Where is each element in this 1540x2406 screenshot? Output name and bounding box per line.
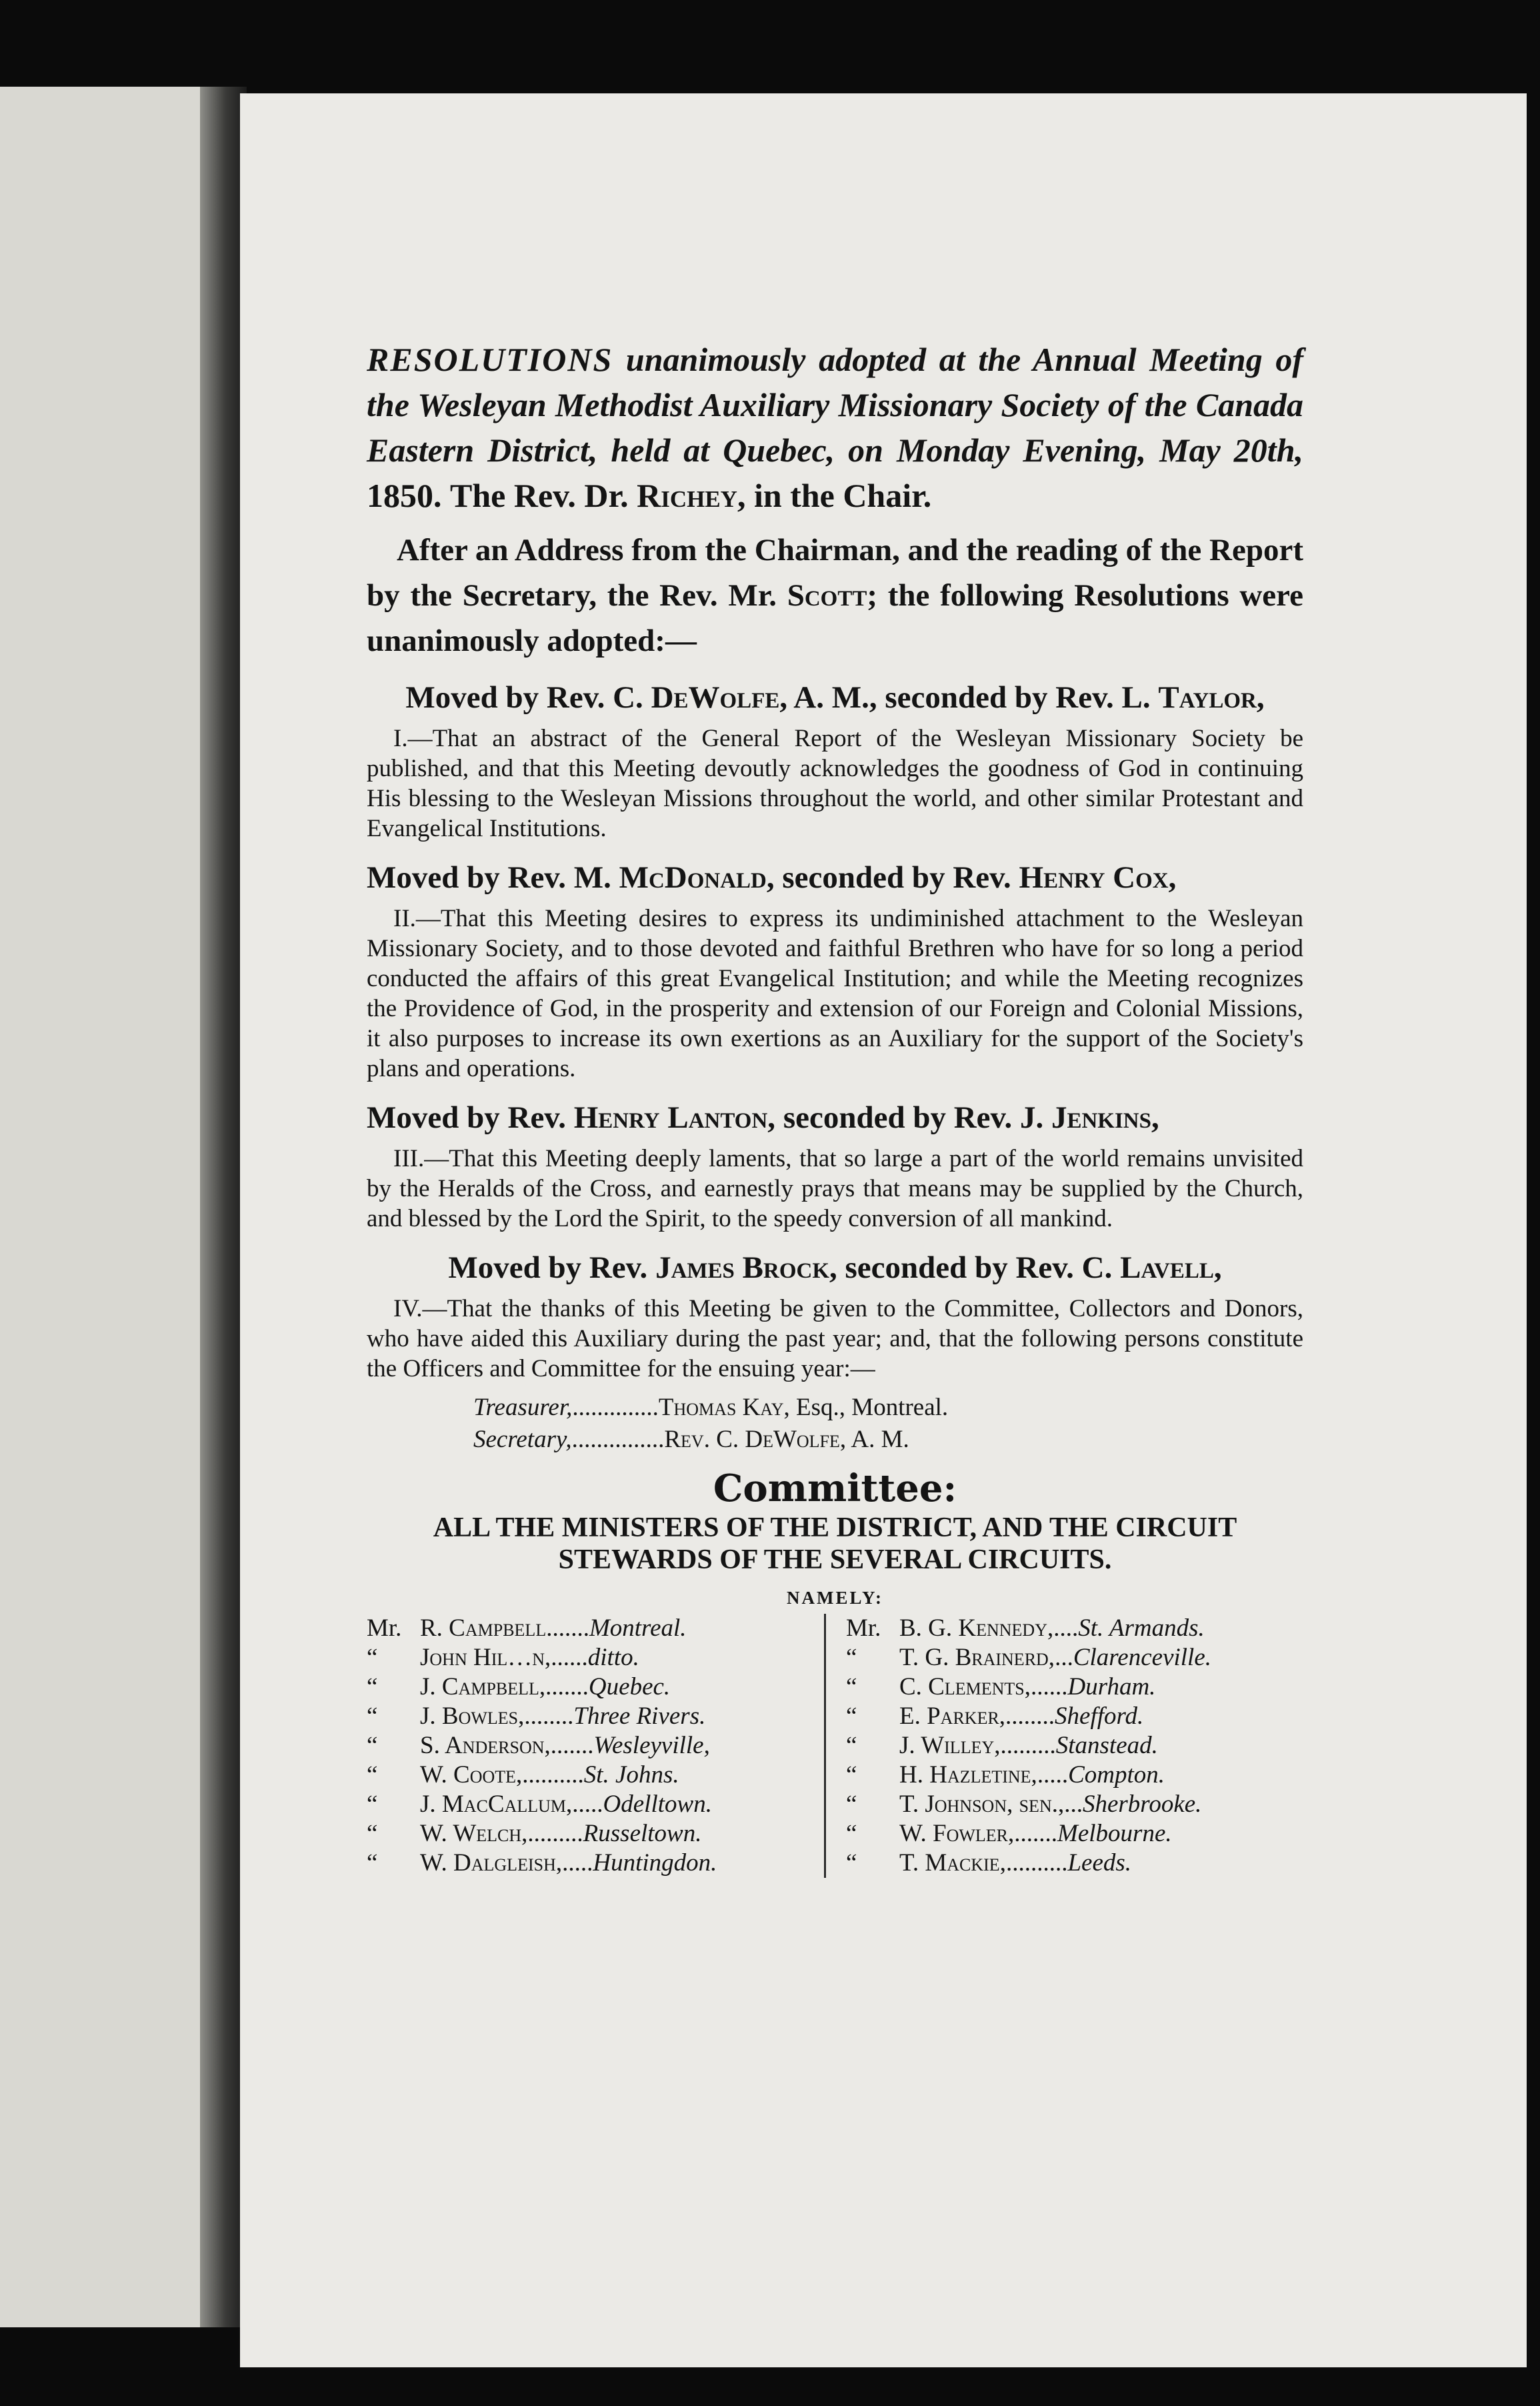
- committee-member: [846, 1849, 1303, 1878]
- member-name: H. Hazletine,: [899, 1761, 1037, 1788]
- member-prefix: “: [367, 1732, 378, 1759]
- member-prefix: “: [846, 1702, 857, 1730]
- committee-member: [846, 1702, 1303, 1731]
- officer-secretary: [473, 1424, 1303, 1456]
- member-name: S. Anderson,: [420, 1732, 551, 1759]
- member-prefix: “: [846, 1820, 857, 1847]
- committee-member: [367, 1731, 824, 1760]
- leader-dots: ...: [1055, 1644, 1073, 1671]
- members-left-column: [367, 1614, 824, 1878]
- leader-dots: ......: [1031, 1673, 1068, 1700]
- mover-name: James Brock,: [655, 1250, 837, 1285]
- officer-name: Thomas Kay,: [658, 1394, 790, 1421]
- leader-dots: ..........: [522, 1761, 584, 1788]
- member-place: Huntingdon.: [593, 1849, 717, 1877]
- leader-dots: ........: [1005, 1702, 1055, 1730]
- moved-prefix: Moved by Rev.: [448, 1250, 648, 1285]
- member-name: B. G. Kennedy,: [899, 1614, 1054, 1642]
- leader-dots: .........: [1000, 1732, 1056, 1759]
- moved-line-2: [367, 857, 1303, 898]
- leader-dots: ...: [1064, 1790, 1083, 1818]
- moved-mid: seconded by Rev.: [782, 860, 1011, 895]
- resolution-4: IV.—That the thanks of this Meeting be given to the Committee, Collectors and Donors, who have aided this Auxiliary during the past year; and, that the following persons constitute the Officers and Committee for the ensuing year:—: [367, 1295, 1303, 1382]
- member-name: John Hil…n,: [420, 1644, 551, 1671]
- leader-dots: ........: [524, 1702, 574, 1730]
- member-name: J. Willey,: [899, 1732, 1001, 1759]
- resolution-2: II.—That this Meeting desires to express its undiminished attachment to the Wesleyan Missionary Society, and to those devoted and faithful Brethren who have for so long a period conducted the affairs of this great Evangelical Institution; and while the Meeting recognizes the Providence of God, in the prosperity and extension of our Foreign and Colonial Missions, it also purposes to increase its own exertions as an Auxiliary for the support of the Society's plans and operations.: [367, 905, 1303, 1082]
- member-name: R. Campbell.: [420, 1614, 553, 1642]
- heading-chair-tail: in the Chair.: [753, 477, 932, 514]
- member-prefix: Mr.: [367, 1614, 402, 1642]
- officer-name: Rev. C. DeWolfe,: [664, 1426, 847, 1453]
- namely-label: NAMELY:: [786, 1588, 884, 1608]
- member-name: W. Fowler,: [899, 1820, 1015, 1847]
- heading-text: unanimously adopted at the Annual Meeting of the Wesleyan Methodist Auxiliary Missionary Society of the Canada Eastern District, held at Quebec, on Monday Evening, May 20th,: [367, 341, 1303, 469]
- seconder-name: Jenkins,: [1051, 1100, 1159, 1135]
- member-name: C. Clements,: [899, 1673, 1031, 1700]
- member-prefix: “: [846, 1790, 857, 1818]
- member-name: T. Mackie,: [899, 1849, 1006, 1877]
- resolutions-heading: [367, 337, 1303, 518]
- leader-dots: ..............: [572, 1394, 659, 1421]
- member-place: Compton.: [1068, 1761, 1165, 1788]
- heading-tail: The Rev. Dr.: [450, 477, 629, 514]
- member-place: Shefford.: [1055, 1702, 1144, 1730]
- seconder-name: Taylor,: [1158, 680, 1265, 715]
- member-name: W. Dalgleish,: [420, 1849, 563, 1877]
- leader-dots: .....: [572, 1790, 603, 1818]
- committee-member: [367, 1819, 824, 1849]
- member-place: Melbourne.: [1057, 1820, 1172, 1847]
- member-prefix: “: [846, 1644, 857, 1671]
- intro-secretary: Scott;: [787, 578, 878, 613]
- leader-dots: ......: [552, 1614, 589, 1642]
- member-prefix: Mr.: [846, 1614, 881, 1642]
- member-place: Odelltown.: [603, 1790, 712, 1818]
- leader-dots: .......: [1014, 1820, 1058, 1847]
- resolution-1: I.—That an abstract of the General Report of the Wesleyan Missionary Society be published, and that this Meeting devoutly acknowledges the goodness of God in continuing His blessing to the Wesleyan Missions throughout the world, and other similar Protestant and Evangelical Institutions.: [367, 725, 1303, 842]
- moved-mid: seconded by Rev. C.: [845, 1250, 1113, 1285]
- leader-dots: ....: [1053, 1614, 1079, 1642]
- seconder-name: Lavell,: [1120, 1250, 1222, 1285]
- member-name: T. G. Brainerd,: [899, 1644, 1055, 1671]
- committee-member: [846, 1790, 1303, 1819]
- heading-year: 1850.: [367, 477, 442, 514]
- member-prefix: “: [846, 1732, 857, 1759]
- committee-subtitle: ALL THE MINISTERS OF THE DISTRICT, AND THE CIRCUIT STEWARDS OF THE SEVERAL CIRCUITS.: [433, 1512, 1237, 1575]
- intro-paragraph: [367, 527, 1303, 664]
- seconder-name: Henry Cox,: [1019, 860, 1177, 895]
- committee-member: [367, 1790, 824, 1819]
- members-right-column: [824, 1614, 1303, 1878]
- member-name: T. Johnson, sen.,: [899, 1790, 1065, 1818]
- member-prefix: “: [367, 1790, 378, 1818]
- committee-member: [846, 1819, 1303, 1849]
- member-place: Clarenceville.: [1073, 1644, 1211, 1671]
- member-prefix: “: [367, 1820, 378, 1847]
- member-place: Durham.: [1067, 1673, 1156, 1700]
- committee-members: [367, 1614, 1303, 1878]
- moved-prefix: Moved by Rev.: [367, 1100, 566, 1135]
- member-prefix: “: [367, 1673, 378, 1700]
- member-prefix: “: [846, 1673, 857, 1700]
- officer-treasurer: [473, 1392, 1303, 1424]
- member-place: Stanstead.: [1055, 1732, 1158, 1759]
- member-place: Sherbrooke.: [1082, 1790, 1202, 1818]
- committee-member: [846, 1760, 1303, 1790]
- member-name: J. Bowles,: [420, 1702, 525, 1730]
- committee-member: [846, 1672, 1303, 1702]
- leader-dots: ......: [551, 1644, 588, 1671]
- committee-member: [846, 1614, 1303, 1643]
- committee-member: [367, 1672, 824, 1702]
- member-place: Montreal.: [589, 1614, 687, 1642]
- page-content: [367, 337, 1303, 1878]
- intro-tail: the following Resolutions were unanimously adopted:—: [367, 578, 1304, 658]
- mover-name: DeWolfe,: [651, 680, 788, 715]
- committee-member: [367, 1614, 824, 1643]
- document-page: [240, 93, 1527, 2367]
- officer-suffix: Esq., Montreal.: [796, 1394, 949, 1421]
- leader-dots: .........: [527, 1820, 583, 1847]
- moved-line-3: [367, 1097, 1303, 1138]
- member-prefix: “: [367, 1702, 378, 1730]
- member-name: J. Campbell,: [420, 1673, 546, 1700]
- officer-suffix: A. M.: [851, 1426, 909, 1453]
- leader-dots: .......: [550, 1732, 594, 1759]
- committee-member: [846, 1643, 1303, 1672]
- member-prefix: “: [367, 1644, 378, 1671]
- member-place: ditto.: [587, 1644, 639, 1671]
- member-prefix: “: [846, 1849, 857, 1877]
- resolution-3: III.—That this Meeting deeply laments, that so large a part of the world remains unvisited by the Heralds of the Cross, and earnestly prays that means may be supplied by the Church, and blessed by the Lord the Spirit, to the speedy conversion of all mankind.: [367, 1145, 1303, 1232]
- committee-member: [367, 1760, 824, 1790]
- leader-dots: ...............: [571, 1426, 665, 1453]
- member-prefix: “: [367, 1761, 378, 1788]
- heading-chair-name: Richey,: [637, 477, 746, 514]
- member-name: J. MacCallum,: [420, 1790, 573, 1818]
- member-prefix: “: [846, 1761, 857, 1788]
- moved-line-1: [367, 677, 1303, 718]
- committee-title: Committee:: [713, 1466, 957, 1510]
- member-place: Russeltown.: [583, 1820, 702, 1847]
- member-name: W. Welch,: [420, 1820, 528, 1847]
- mover-name: McDonald,: [619, 860, 775, 895]
- leader-dots: .....: [1037, 1761, 1069, 1788]
- member-place: St. Armands.: [1078, 1614, 1205, 1642]
- member-name: E. Parker,: [899, 1702, 1006, 1730]
- mover-name: Henry Lanton,: [573, 1100, 776, 1135]
- moved-mid: seconded by Rev. J.: [783, 1100, 1044, 1135]
- heading-lead: RESOLUTIONS: [367, 341, 613, 378]
- member-place: Quebec.: [588, 1673, 671, 1700]
- committee-member: [367, 1643, 824, 1672]
- committee-member: [367, 1849, 824, 1878]
- member-place: Leeds.: [1067, 1849, 1132, 1877]
- committee-member: [367, 1702, 824, 1731]
- member-place: Three Rivers.: [573, 1702, 706, 1730]
- member-place: Wesleyville,: [593, 1732, 710, 1759]
- officers-list: [473, 1392, 1303, 1456]
- moved-line-4: [367, 1247, 1303, 1288]
- committee-member: [846, 1731, 1303, 1760]
- intro-text: After an Address from the Chairman, and the reading of the Report by the Secretary, the Rev. Mr.: [367, 533, 1303, 613]
- member-name: W. Coote,: [420, 1761, 523, 1788]
- officer-role: Secretary,: [473, 1426, 572, 1453]
- moved-prefix: Moved by Rev. M.: [367, 860, 611, 895]
- officer-role: Treasurer,: [473, 1394, 573, 1421]
- member-prefix: “: [367, 1849, 378, 1877]
- moved-prefix: Moved by Rev. C.: [405, 680, 643, 715]
- member-place: St. Johns.: [583, 1761, 679, 1788]
- leader-dots: .....: [562, 1849, 593, 1877]
- leader-dots: .......: [545, 1673, 589, 1700]
- moved-mid: A. M., seconded by Rev. L.: [793, 680, 1151, 715]
- leader-dots: ..........: [1005, 1849, 1068, 1877]
